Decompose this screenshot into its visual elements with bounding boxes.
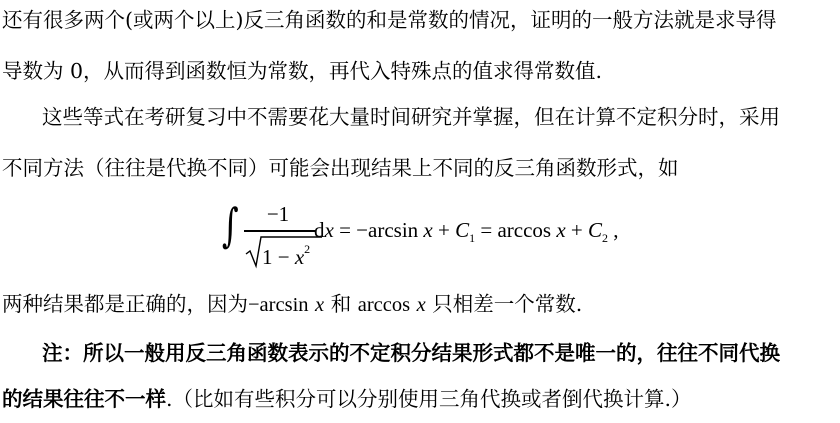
- plus-1: +: [432, 218, 456, 242]
- paragraph-line-5: [2, 291, 582, 318]
- fraction-bar: [244, 230, 316, 232]
- arccos-fn: arccos: [497, 218, 552, 242]
- dx-d: d: [314, 218, 325, 242]
- formula-rhs: [314, 218, 619, 246]
- line5-text-c: 只相差一个常数.: [432, 292, 583, 316]
- constant-c1-sub: 1: [469, 231, 476, 245]
- paragraph-line-4: 不同方法（往往是代换不同）可能会出现结果上不同的反三角函数形式，如: [2, 156, 679, 180]
- note-parenthetical: .（比如有些积分可以分别使用三角代换或者倒代换计算.）: [166, 387, 692, 411]
- line5-x2: x: [416, 294, 426, 316]
- arccos-x: x: [556, 218, 566, 242]
- radicand: [262, 242, 310, 270]
- line5-text-b: 和: [330, 292, 352, 316]
- fraction-denominator: [244, 234, 320, 270]
- paragraph-line-2: 导数为 0，从而得到函数恒为常数，再代入特殊点的值求得常数值.: [2, 59, 603, 83]
- arcsin-x: x: [423, 218, 433, 242]
- dx-var: x: [324, 218, 334, 242]
- fraction: [238, 196, 318, 272]
- line5-x1: x: [315, 294, 325, 316]
- integral-sign: ∫: [222, 198, 239, 252]
- note-line-2: [2, 386, 692, 412]
- paragraph-line-1: 还有很多两个(或两个以上)反三角函数的和是常数的情况，证明的一般方法就是求导得: [2, 8, 777, 32]
- eq-2: =: [475, 218, 498, 242]
- plus-2: +: [565, 218, 589, 242]
- constant-c2-sub: 2: [602, 231, 609, 245]
- arcsin-fn: arcsin: [368, 218, 419, 242]
- integral-formula: [222, 196, 662, 276]
- radicand-one: 1: [262, 245, 273, 269]
- radicand-x: x: [294, 245, 305, 269]
- radicand-exponent: 2: [304, 242, 311, 256]
- eq-1: = −: [333, 218, 369, 242]
- note-bold-end: 的结果往往不一样: [2, 387, 166, 411]
- radicand-minus: −: [272, 245, 295, 269]
- paragraph-line-3: 这些等式在考研复习中不需要花大量时间研究并掌握，但在计算不定积分时，采用: [42, 105, 780, 129]
- line5-arccos: arccos: [357, 294, 411, 316]
- line5-text-a: 两种结果都是正确的，因为: [2, 292, 248, 316]
- line5-neg-arcsin: −arcsin: [248, 294, 309, 316]
- fraction-numerator: −1: [266, 202, 290, 226]
- formula-tail: ,: [608, 218, 619, 242]
- note-line-1: 注：所以一般用反三角函数表示的不定积分结果形式都不是唯一的，往往不同代换: [42, 341, 780, 365]
- constant-c1: C: [455, 218, 470, 242]
- constant-c2: C: [588, 218, 603, 242]
